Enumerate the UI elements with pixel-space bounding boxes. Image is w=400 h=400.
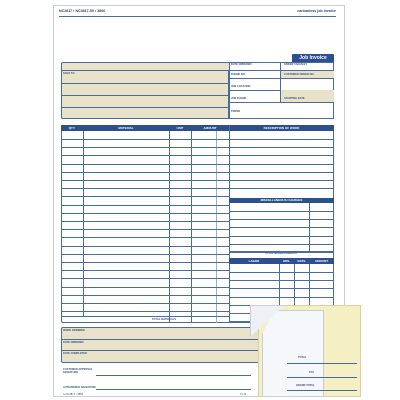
material-row-line [61, 254, 229, 255]
material-row-line [61, 188, 229, 189]
sold-to-line-3 [62, 107, 228, 108]
material-row-line [61, 180, 229, 181]
unit-header: UNIT [176, 126, 184, 130]
material-row-line [61, 237, 229, 238]
copy-total-label: TOTAL [298, 356, 307, 359]
order-taken-by-label: ORDER TAKEN BY [284, 63, 308, 66]
misc-row-line [229, 252, 334, 253]
work-ordered-label: WORK ORDERED [63, 329, 85, 332]
bottom-line-2 [62, 350, 260, 351]
description-row-line [229, 164, 334, 165]
copy-total-line [287, 377, 357, 378]
copy-grand-total-label: GRAND TOTAL [296, 384, 315, 387]
customer-approval-label: CUSTOMER APPROVAL SIGNATURE [63, 368, 93, 374]
phone-label: PHONE NO. [231, 73, 246, 76]
header-rule [59, 16, 336, 17]
material-row-line [61, 287, 229, 288]
material-row-line [61, 221, 229, 222]
product-name: carbonless job invoice [297, 9, 336, 13]
tr-line-4 [229, 102, 334, 103]
material-total-line [61, 316, 229, 317]
tr-divider [280, 62, 281, 102]
description-row-line [229, 180, 334, 181]
misc-header: MISCELLANEOUS CHARGES [260, 198, 303, 202]
footer-code: A-NC2817 / 3866 [63, 393, 84, 396]
tr-line-2 [229, 78, 334, 79]
starting-date-field[interactable] [280, 90, 334, 102]
amount-header: AMOUNT [203, 126, 217, 130]
misc-row-line [229, 211, 334, 212]
misc-total-line [229, 251, 334, 252]
job-phone-label: JOB PHONE [231, 97, 247, 100]
material-row-line [61, 196, 229, 197]
date-completed-label: DATE COMPLETED [63, 352, 87, 355]
material-row-line [61, 164, 229, 165]
copy-tax-label: TAX [309, 371, 314, 374]
mat-col-1 [83, 131, 84, 316]
material-row-line [61, 278, 229, 279]
customer-order-no-label: CUSTOMER ORDER NO. [284, 73, 315, 76]
date-ordered-label: DATE ORDERED [231, 63, 252, 66]
customer-signature-line[interactable] [96, 375, 251, 376]
rate-header: RATE [297, 259, 306, 263]
material-row-line [61, 205, 229, 206]
material-row-line [61, 262, 229, 263]
total-misc-label: TOTAL MISCELLANEOUS [265, 252, 297, 255]
bottom-date-ordered-label: DATE ORDERED [63, 341, 84, 344]
starting-date-label: STARTING DATE [284, 97, 305, 100]
misc-row-line [229, 244, 334, 245]
authorized-signature-label: AUTHORIZED SIGNATURE [63, 386, 96, 389]
material-row-line [61, 155, 229, 156]
material-row-line [61, 139, 229, 140]
copy-total-line [287, 390, 357, 391]
labor-row-line [229, 280, 334, 281]
labor-amount-header: AMOUNT [314, 259, 329, 263]
tr-line-1 [229, 70, 334, 71]
labor-row-line [229, 297, 334, 298]
job-location-label: JOB LOCATION [231, 85, 251, 88]
material-row-line [61, 147, 229, 148]
labor-header: LABOR [248, 259, 260, 263]
description-row-line [229, 147, 334, 148]
hrs-header: HRS. [282, 259, 291, 263]
labor-row-line [229, 272, 334, 273]
authorized-signature-line[interactable] [96, 389, 251, 390]
qty-header: QTY. [68, 126, 76, 130]
material-header: MATERIAL [118, 126, 134, 130]
misc-row-line [229, 219, 334, 220]
material-row-line [61, 303, 229, 304]
work-ordered-field[interactable] [61, 327, 261, 363]
sold-to-line-1 [62, 83, 228, 84]
material-row-line [61, 311, 229, 312]
description-row-line [229, 172, 334, 173]
labor-row-line [229, 288, 334, 289]
sold-to-line-2 [62, 95, 228, 96]
copy-total-line [287, 363, 357, 364]
material-row-line [61, 213, 229, 214]
material-row-line [61, 172, 229, 173]
material-row-line [61, 246, 229, 247]
description-header: DESCRIPTION OF WORK [263, 126, 300, 130]
total-materials-label: TOTAL MATERIALS [152, 318, 177, 321]
terms-label: TERMS [231, 110, 241, 113]
misc-row-line [229, 236, 334, 237]
material-row-line [61, 229, 229, 230]
sold-to-label: SOLD TO [63, 72, 75, 75]
form-title-tab [292, 54, 334, 62]
description-row-line [229, 188, 334, 189]
description-row-line [229, 155, 334, 156]
description-row-line [229, 139, 334, 140]
form-title: Job Invoice [299, 55, 327, 61]
footer-right: CI-11 [240, 393, 247, 396]
misc-row-line [229, 227, 334, 228]
material-row-line [61, 270, 229, 271]
material-row-line [61, 295, 229, 296]
bottom-line-1 [62, 339, 260, 340]
form-codes: NC2817 • NC3817-50 • 3866 [59, 9, 106, 13]
